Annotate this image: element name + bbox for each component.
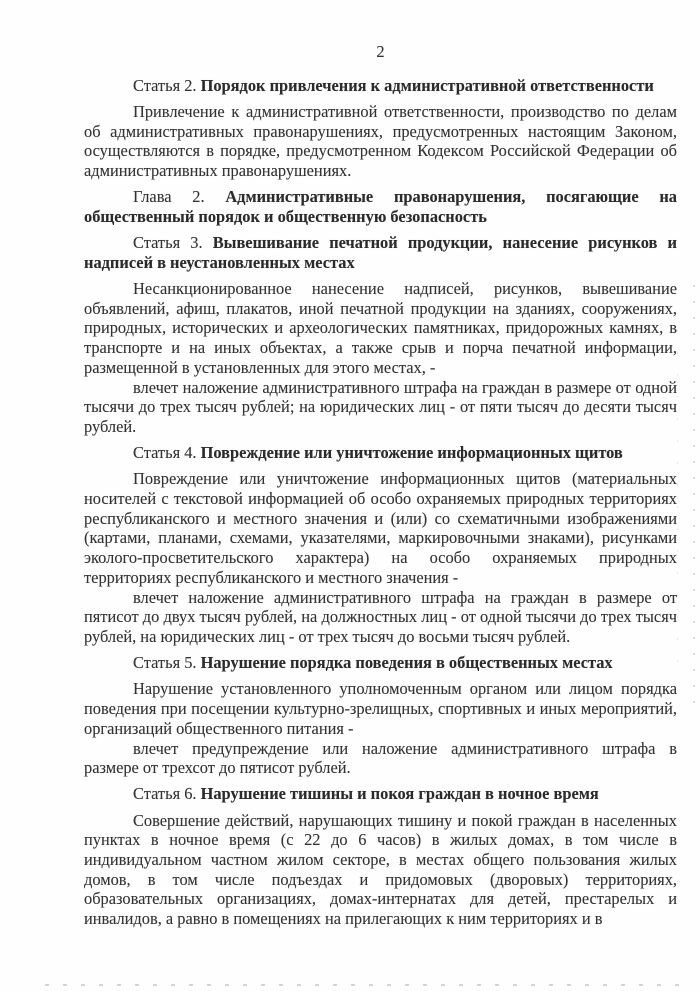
chapter-2-label: Глава 2. xyxy=(133,187,205,207)
scan-noise-right-edge xyxy=(693,285,695,705)
article-5-heading xyxy=(84,653,677,673)
article-2-label: Статья 2. xyxy=(133,75,197,95)
article-5-label: Статья 5. xyxy=(133,653,197,673)
article-5-paragraph-offense: Нарушение установленного уполномоченным органом или лицом порядка поведения при посещении культурно-зрелищных, спортивных и иных мероприятий, организаций общественного питания - xyxy=(84,679,677,738)
article-3-label: Статья 3. xyxy=(133,233,203,253)
chapter-2-heading xyxy=(84,187,677,226)
scan-noise-right-edge-2 xyxy=(677,330,678,680)
article-3-title: Вывешивание печатной продукции, нанесение рисунков и надписей в неустановленных местах xyxy=(84,233,677,272)
article-5-title: Нарушение порядка поведения в общественных местах xyxy=(200,653,613,673)
article-2-paragraph: Привлечение к административной ответственности, производство по делам об административных правонарушениях, предусмотренных настоящим Законом, осуществляются в порядке, предусмотренном Кодексом Российской Федерации об административных правонарушениях. xyxy=(84,101,677,181)
article-6-title: Нарушение тишины и покоя граждан в ночное время xyxy=(200,784,599,804)
article-6-label: Статья 6. xyxy=(133,784,197,804)
article-4-paragraph-sanction: влечет наложение административного штрафа на граждан в размере от пятисот до двух тысяч рублей, на должностных лиц - от одной тысячи до трех тысяч рублей, на юридических лиц - от трех тысяч до восьми тысяч рублей. xyxy=(84,587,677,646)
article-4-paragraph-offense: Повреждение или уничтожение информационных щитов (материальных носителей с текстовой информацией об особо охраняемых природных территориях республиканского и местного значения и (или) со схематичными изображениями (картами, планами, схемами, указателями, маркировочными знаками), рисунками эколого-просветительского характера) на особо охраняемых природных территориях республиканского и местного значения - xyxy=(84,469,677,587)
article-6-paragraph-offense: Совершение действий, нарушающих тишину и покой граждан в населенных пунктах в ночное время (с 22 до 6 часов) в жилых домах, в том числе в индивидуальном частном жилом секторе, в местах общего пользования жилых домов, в том числе подъездах и придомовых (дворовых) территориях, образовательных организациях, домах-интернатах для детей, престарелых и инвалидов, а равно в помещениях на прилегающих к ним территориях и в xyxy=(84,810,677,929)
article-4-heading xyxy=(84,443,677,463)
chapter-2-title: Административные правонарушения, посягающие на общественный порядок и общественную безопасность xyxy=(84,187,677,226)
page-number: 2 xyxy=(376,42,385,61)
article-5-paragraph-sanction: влечет предупреждение или наложение административного штрафа в размере от трехсот до пятисот рублей. xyxy=(84,738,677,778)
article-3-heading xyxy=(84,233,677,272)
article-6-heading xyxy=(84,784,677,804)
article-3-paragraph-sanction: влечет наложение административного штрафа на граждан в размере от одной тысячи до трех тысяч рублей; на юридических лиц - от пяти тысяч до десяти тысяч рублей. xyxy=(84,377,677,436)
article-2-heading xyxy=(84,76,677,96)
scan-noise-bottom-edge xyxy=(45,984,688,986)
article-4-title: Повреждение или уничтожение информационных щитов xyxy=(200,443,623,463)
article-3-paragraph-offense: Несанкционированное нанесение надписей, рисунков, вывешивание объявлений, афиш, плакатов, иной печатной продукции на зданиях, сооружениях, природных, исторических и археологических памятниках, придорожных камнях, в транспорте и на иных объектах, а также срыв и порча печатной информации, размещенной в установленных для этого местах, - xyxy=(84,279,677,377)
article-2-title: Порядок привлечения к административной ответственности xyxy=(200,75,654,95)
article-4-label: Статья 4. xyxy=(133,443,197,463)
